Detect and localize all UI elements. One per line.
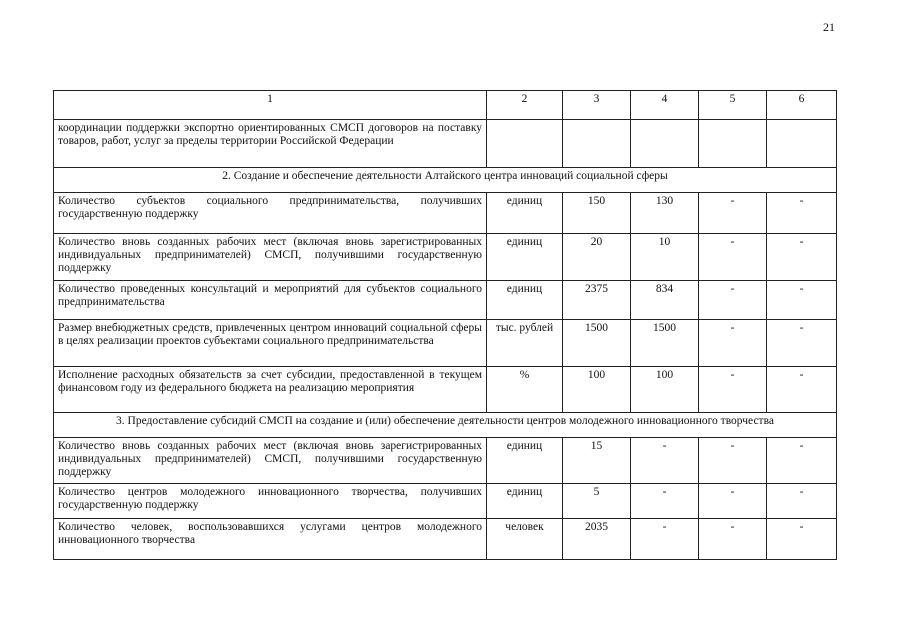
value-cell: - — [699, 367, 767, 413]
unit-cell: единиц — [487, 438, 563, 484]
unit-cell: единиц — [487, 193, 563, 234]
value-cell: 20 — [563, 234, 631, 281]
unit-cell: тыс. рублей — [487, 320, 563, 367]
indicators-table — [53, 90, 837, 560]
unit-cell — [487, 120, 563, 168]
indicator-name: Количество человек, воспользовавшихся услугами центров молодежного инновационного творчества — [54, 519, 487, 560]
value-cell: - — [699, 281, 767, 320]
indicator-name: Количество центров молодежного инновационного творчества, получивших государственную поддержку — [54, 484, 487, 519]
section-row — [54, 168, 837, 193]
table-row — [54, 120, 837, 168]
header-col-3: 3 — [563, 91, 631, 120]
table-row — [54, 484, 837, 519]
section-title: 3. Предоставление субсидий СМСП на создание и (или) обеспечение деятельности центров молодежного инновационного творчества — [54, 413, 837, 438]
value-cell: 2375 — [563, 281, 631, 320]
header-col-2: 2 — [487, 91, 563, 120]
indicator-name: Исполнение расходных обязательств за счет субсидии, предоставленной в текущем финансовом году из федерального бюджета на реализацию мероприятия — [54, 367, 487, 413]
indicator-name: координации поддержки экспортно ориентированных СМСП договоров на поставку товаров, работ, услуг за пределы территории Российской Федерации — [54, 120, 487, 168]
unit-cell: единиц — [487, 281, 563, 320]
value-cell: - — [767, 234, 837, 281]
value-cell: - — [767, 367, 837, 413]
value-cell: - — [631, 519, 699, 560]
unit-cell: единиц — [487, 484, 563, 519]
value-cell — [767, 120, 837, 168]
header-col-1: 1 — [54, 91, 487, 120]
value-cell: 10 — [631, 234, 699, 281]
table-row — [54, 367, 837, 413]
value-cell: - — [767, 193, 837, 234]
value-cell: - — [699, 438, 767, 484]
section-row — [54, 413, 837, 438]
value-cell: - — [631, 438, 699, 484]
section-title: 2. Создание и обеспечение деятельности Алтайского центра инноваций социальной сферы — [54, 168, 837, 193]
indicator-name: Количество субъектов социального предпринимательства, получивших государственную поддержку — [54, 193, 487, 234]
table-row — [54, 281, 837, 320]
value-cell: 150 — [563, 193, 631, 234]
value-cell: - — [699, 519, 767, 560]
value-cell: 130 — [631, 193, 699, 234]
value-cell: - — [699, 484, 767, 519]
indicator-name: Количество проведенных консультаций и мероприятий для субъектов социального предпринимательства — [54, 281, 487, 320]
value-cell: - — [767, 281, 837, 320]
unit-cell: единиц — [487, 234, 563, 281]
value-cell — [563, 120, 631, 168]
table-row — [54, 320, 837, 367]
value-cell: - — [631, 484, 699, 519]
header-col-5: 5 — [699, 91, 767, 120]
header-col-4: 4 — [631, 91, 699, 120]
value-cell: 15 — [563, 438, 631, 484]
table-row — [54, 234, 837, 281]
value-cell: 100 — [563, 367, 631, 413]
value-cell: - — [767, 519, 837, 560]
value-cell: 5 — [563, 484, 631, 519]
value-cell: 2035 — [563, 519, 631, 560]
unit-cell: % — [487, 367, 563, 413]
value-cell: - — [699, 193, 767, 234]
value-cell: 834 — [631, 281, 699, 320]
indicator-name: Количество вновь созданных рабочих мест (включая вновь зарегистрированных индивидуальных предпринимателей) СМСП, получившими государственную поддержку — [54, 438, 487, 484]
value-cell: 1500 — [563, 320, 631, 367]
indicator-name: Количество вновь созданных рабочих мест (включая вновь зарегистрированных индивидуальных предпринимателей) СМСП, получившими государственную поддержку — [54, 234, 487, 281]
value-cell: 1500 — [631, 320, 699, 367]
unit-cell: человек — [487, 519, 563, 560]
table-row — [54, 438, 837, 484]
value-cell: - — [767, 484, 837, 519]
page-number: 21 — [823, 20, 835, 34]
value-cell: - — [767, 438, 837, 484]
value-cell: - — [699, 234, 767, 281]
table-row — [54, 519, 837, 560]
indicator-name: Размер внебюджетных средств, привлеченных центром инноваций социальной сферы в целях реализации проектов субъектами социального предпринимательства — [54, 320, 487, 367]
value-cell — [699, 120, 767, 168]
value-cell: - — [767, 320, 837, 367]
table-row — [54, 193, 837, 234]
table-header-row — [54, 91, 837, 120]
value-cell: 100 — [631, 367, 699, 413]
value-cell — [631, 120, 699, 168]
header-col-6: 6 — [767, 91, 837, 120]
value-cell: - — [699, 320, 767, 367]
